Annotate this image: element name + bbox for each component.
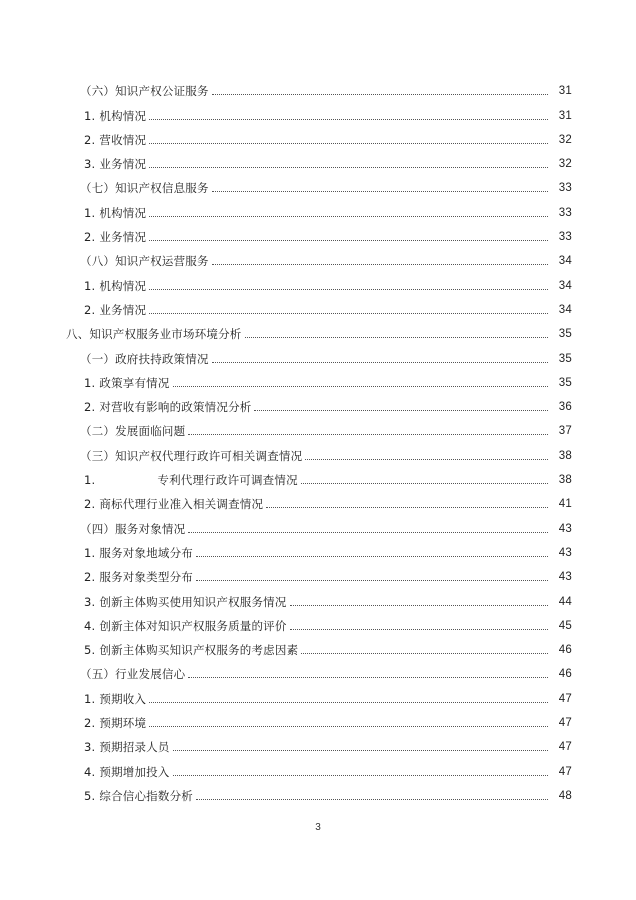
toc-leader-dots xyxy=(196,555,548,557)
toc-leader-dots xyxy=(196,798,548,800)
toc-entry-title xyxy=(84,206,146,220)
toc-leader-dots xyxy=(149,239,548,241)
toc-entry[interactable] xyxy=(66,511,572,535)
toc-entry[interactable] xyxy=(66,657,572,681)
toc-entry-label: （八）知识产权运营服务 xyxy=(80,254,209,269)
toc-entry-label: （五）行业发展信心 xyxy=(80,667,186,682)
toc-entry[interactable] xyxy=(66,681,572,705)
toc-entry-title xyxy=(84,692,146,706)
toc-page-number: 35 xyxy=(558,328,572,341)
toc-page-number: 33 xyxy=(558,206,572,219)
toc-entry-title xyxy=(84,595,287,609)
toc-leader-dots xyxy=(188,531,548,533)
toc-entry[interactable] xyxy=(66,633,572,657)
toc-entry-title xyxy=(84,400,251,414)
toc-entry[interactable] xyxy=(66,779,572,803)
toc-entry[interactable] xyxy=(66,390,572,414)
toc-entry-label: （三）知识产权代理行政许可相关调查情况 xyxy=(80,448,303,463)
toc-leader-dots xyxy=(301,482,548,484)
toc-page-number: 45 xyxy=(558,619,572,632)
toc-entry-number: 1. xyxy=(84,278,96,293)
toc-page-number: 31 xyxy=(558,85,572,98)
toc-page-number: 37 xyxy=(558,425,572,438)
toc-entry-number: 2. xyxy=(84,400,96,415)
toc-entry-label: （六）知识产权公证服务 xyxy=(80,84,209,99)
toc-leader-dots xyxy=(149,142,548,144)
toc-entry-title xyxy=(80,449,302,463)
toc-entry-number: 1. xyxy=(84,545,96,560)
toc-entry[interactable] xyxy=(66,463,572,487)
toc-entry-title xyxy=(84,716,146,730)
toc-entry-title xyxy=(84,789,193,803)
toc-entry-label: 专利代理行政许可调查情况 xyxy=(157,473,298,488)
toc-entry[interactable] xyxy=(66,414,572,438)
toc-page-number: 35 xyxy=(558,352,572,365)
toc-entry[interactable] xyxy=(66,366,572,390)
toc-page-number: 38 xyxy=(558,449,572,462)
toc-entry-label: 商标代理行业准入相关调查情况 xyxy=(99,497,264,512)
toc-leader-dots xyxy=(188,433,548,435)
toc-entry-number: 1. xyxy=(84,473,96,488)
toc-entry[interactable] xyxy=(66,730,572,754)
toc-entry[interactable] xyxy=(66,268,572,292)
toc-entry[interactable] xyxy=(66,754,572,778)
toc-entry-title xyxy=(84,765,170,779)
toc-leader-dots xyxy=(254,409,548,411)
toc-entry-label: （一）政府扶持政策情况 xyxy=(80,351,209,366)
toc-leader-dots xyxy=(266,506,548,508)
toc-entry-title xyxy=(66,327,242,341)
toc-entry-number: 2. xyxy=(84,132,96,147)
toc-entry[interactable] xyxy=(66,317,572,341)
toc-entry[interactable] xyxy=(66,609,572,633)
toc-leader-dots xyxy=(290,604,548,606)
toc-entry-number: 2. xyxy=(84,716,96,731)
toc-entry[interactable] xyxy=(66,293,572,317)
toc-entry[interactable] xyxy=(66,341,572,365)
toc-entry[interactable] xyxy=(66,438,572,462)
toc-leader-dots xyxy=(301,652,548,654)
toc-entry-title xyxy=(80,522,185,536)
toc-entry-number: 2. xyxy=(84,497,96,512)
toc-leader-dots xyxy=(173,385,548,387)
toc-page-number: 34 xyxy=(558,255,572,268)
toc-entry-label: 服务对象地域分布 xyxy=(99,545,193,560)
toc-entry-label: （四）服务对象情况 xyxy=(80,521,186,536)
toc-leader-dots xyxy=(149,166,548,168)
toc-entry-title xyxy=(80,84,209,98)
page-number: 3 xyxy=(315,822,321,833)
toc-entry-label: 机构情况 xyxy=(99,205,147,220)
toc-leader-dots xyxy=(212,93,548,95)
toc-entry[interactable] xyxy=(66,98,572,122)
toc-entry-title xyxy=(84,109,146,123)
toc-page-number: 41 xyxy=(558,498,572,511)
toc-page-number: 43 xyxy=(558,571,572,584)
toc-entry-title xyxy=(84,133,146,147)
toc-leader-dots xyxy=(149,118,548,120)
toc-entry-title xyxy=(80,254,209,268)
toc-entry-label: 创新主体对知识产权服务质量的评价 xyxy=(99,618,287,633)
toc-page-number: 43 xyxy=(558,522,572,535)
table-of-contents xyxy=(66,74,572,803)
toc-entry-number: 1. xyxy=(84,375,96,390)
toc-entry-title xyxy=(84,497,263,511)
toc-entry-label: 预期收入 xyxy=(99,691,147,706)
toc-entry-label: 服务对象类型分布 xyxy=(99,570,193,585)
toc-entry-number: 2. xyxy=(84,570,96,585)
toc-entry[interactable] xyxy=(66,536,572,560)
toc-entry-label: 综合信心指数分析 xyxy=(99,788,193,803)
toc-leader-dots xyxy=(290,628,548,630)
toc-entry-title xyxy=(84,376,170,390)
toc-entry-title xyxy=(84,303,146,317)
toc-entry-label: 政策享有情况 xyxy=(99,375,170,390)
toc-entry[interactable] xyxy=(66,171,572,195)
toc-entry-label: 对营收有影响的政策情况分析 xyxy=(99,400,252,415)
toc-entry-number: 5. xyxy=(84,643,96,658)
toc-page-number: 47 xyxy=(558,765,572,778)
toc-page-number: 35 xyxy=(558,376,572,389)
toc-entry[interactable] xyxy=(66,74,572,98)
toc-page-number: 47 xyxy=(558,741,572,754)
toc-entry-number: 4. xyxy=(84,618,96,633)
toc-page-number: 32 xyxy=(558,158,572,171)
toc-entry-label: 预期增加投入 xyxy=(99,764,170,779)
toc-page-number: 34 xyxy=(558,279,572,292)
toc-entry-label: 八、知识产权服务业市场环境分析 xyxy=(66,327,242,342)
toc-leader-dots xyxy=(245,336,549,338)
toc-entry-title xyxy=(84,619,287,633)
toc-leader-dots xyxy=(212,190,548,192)
toc-entry-title xyxy=(84,157,146,171)
toc-entry-title xyxy=(84,643,298,657)
toc-entry-label: 业务情况 xyxy=(99,157,147,172)
toc-page-number: 46 xyxy=(558,644,572,657)
toc-entry-title xyxy=(80,667,185,681)
toc-entry-title xyxy=(84,740,170,754)
toc-page-number: 48 xyxy=(558,789,572,802)
toc-leader-dots xyxy=(149,312,548,314)
toc-leader-dots xyxy=(212,361,548,363)
toc-entry-label: （七）知识产权信息服务 xyxy=(80,181,209,196)
toc-page-number: 33 xyxy=(558,231,572,244)
toc-entry-label: 营收情况 xyxy=(99,132,147,147)
toc-entry-title xyxy=(84,570,193,584)
toc-entry[interactable] xyxy=(66,706,572,730)
toc-entry[interactable] xyxy=(66,487,572,511)
toc-entry-title xyxy=(84,230,146,244)
toc-entry-label: 业务情况 xyxy=(99,302,147,317)
toc-leader-dots xyxy=(188,676,548,678)
toc-page-number: 38 xyxy=(558,474,572,487)
toc-entry[interactable] xyxy=(66,560,572,584)
toc-page-number: 34 xyxy=(558,303,572,316)
toc-entry-title xyxy=(84,546,193,560)
toc-entry-title xyxy=(80,352,209,366)
toc-leader-dots xyxy=(305,458,548,460)
toc-page-number: 36 xyxy=(558,401,572,414)
toc-page-number: 31 xyxy=(558,109,572,122)
toc-entry[interactable] xyxy=(66,584,572,608)
toc-entry-number: 2. xyxy=(84,302,96,317)
toc-entry-number: 3. xyxy=(84,740,96,755)
toc-entry-number: 4. xyxy=(84,764,96,779)
toc-entry-number: 1. xyxy=(84,691,96,706)
toc-entry-label: 创新主体购买使用知识产权服务情况 xyxy=(99,594,287,609)
toc-page-number: 46 xyxy=(558,668,572,681)
toc-entry-label: 机构情况 xyxy=(99,108,147,123)
toc-page-number: 33 xyxy=(558,182,572,195)
toc-leader-dots xyxy=(196,579,548,581)
toc-entry-label: 预期环境 xyxy=(99,716,147,731)
toc-page-number: 44 xyxy=(558,595,572,608)
toc-entry-number: 2. xyxy=(84,230,96,245)
toc-entry-number: 3. xyxy=(84,157,96,172)
toc-leader-dots xyxy=(149,215,548,217)
toc-entry-title xyxy=(84,279,146,293)
toc-entry-label: 预期招录人员 xyxy=(99,740,170,755)
toc-entry-label: 创新主体购买知识产权服务的考虑因素 xyxy=(99,643,299,658)
toc-entry[interactable] xyxy=(66,195,572,219)
toc-entry-label: （二）发展面临问题 xyxy=(80,424,186,439)
toc-entry[interactable] xyxy=(66,123,572,147)
toc-entry-title xyxy=(84,473,298,487)
toc-leader-dots xyxy=(149,288,548,290)
toc-entry[interactable] xyxy=(66,220,572,244)
toc-entry-label: 机构情况 xyxy=(99,278,147,293)
toc-leader-dots xyxy=(149,725,548,727)
toc-entry-number: 3. xyxy=(84,594,96,609)
toc-page-number: 47 xyxy=(558,692,572,705)
toc-page-number: 32 xyxy=(558,133,572,146)
toc-entry-label: 业务情况 xyxy=(99,230,147,245)
toc-leader-dots xyxy=(173,774,548,776)
toc-entry[interactable] xyxy=(66,147,572,171)
toc-leader-dots xyxy=(173,749,548,751)
toc-leader-dots xyxy=(212,263,548,265)
toc-entry[interactable] xyxy=(66,244,572,268)
toc-entry-title xyxy=(80,424,185,438)
toc-entry-number: 1. xyxy=(84,205,96,220)
toc-entry-number: 1. xyxy=(84,108,96,123)
toc-entry-number: 5. xyxy=(84,788,96,803)
toc-leader-dots xyxy=(149,701,548,703)
toc-entry-title xyxy=(80,181,209,195)
toc-page-number: 47 xyxy=(558,717,572,730)
toc-page-number: 43 xyxy=(558,546,572,559)
